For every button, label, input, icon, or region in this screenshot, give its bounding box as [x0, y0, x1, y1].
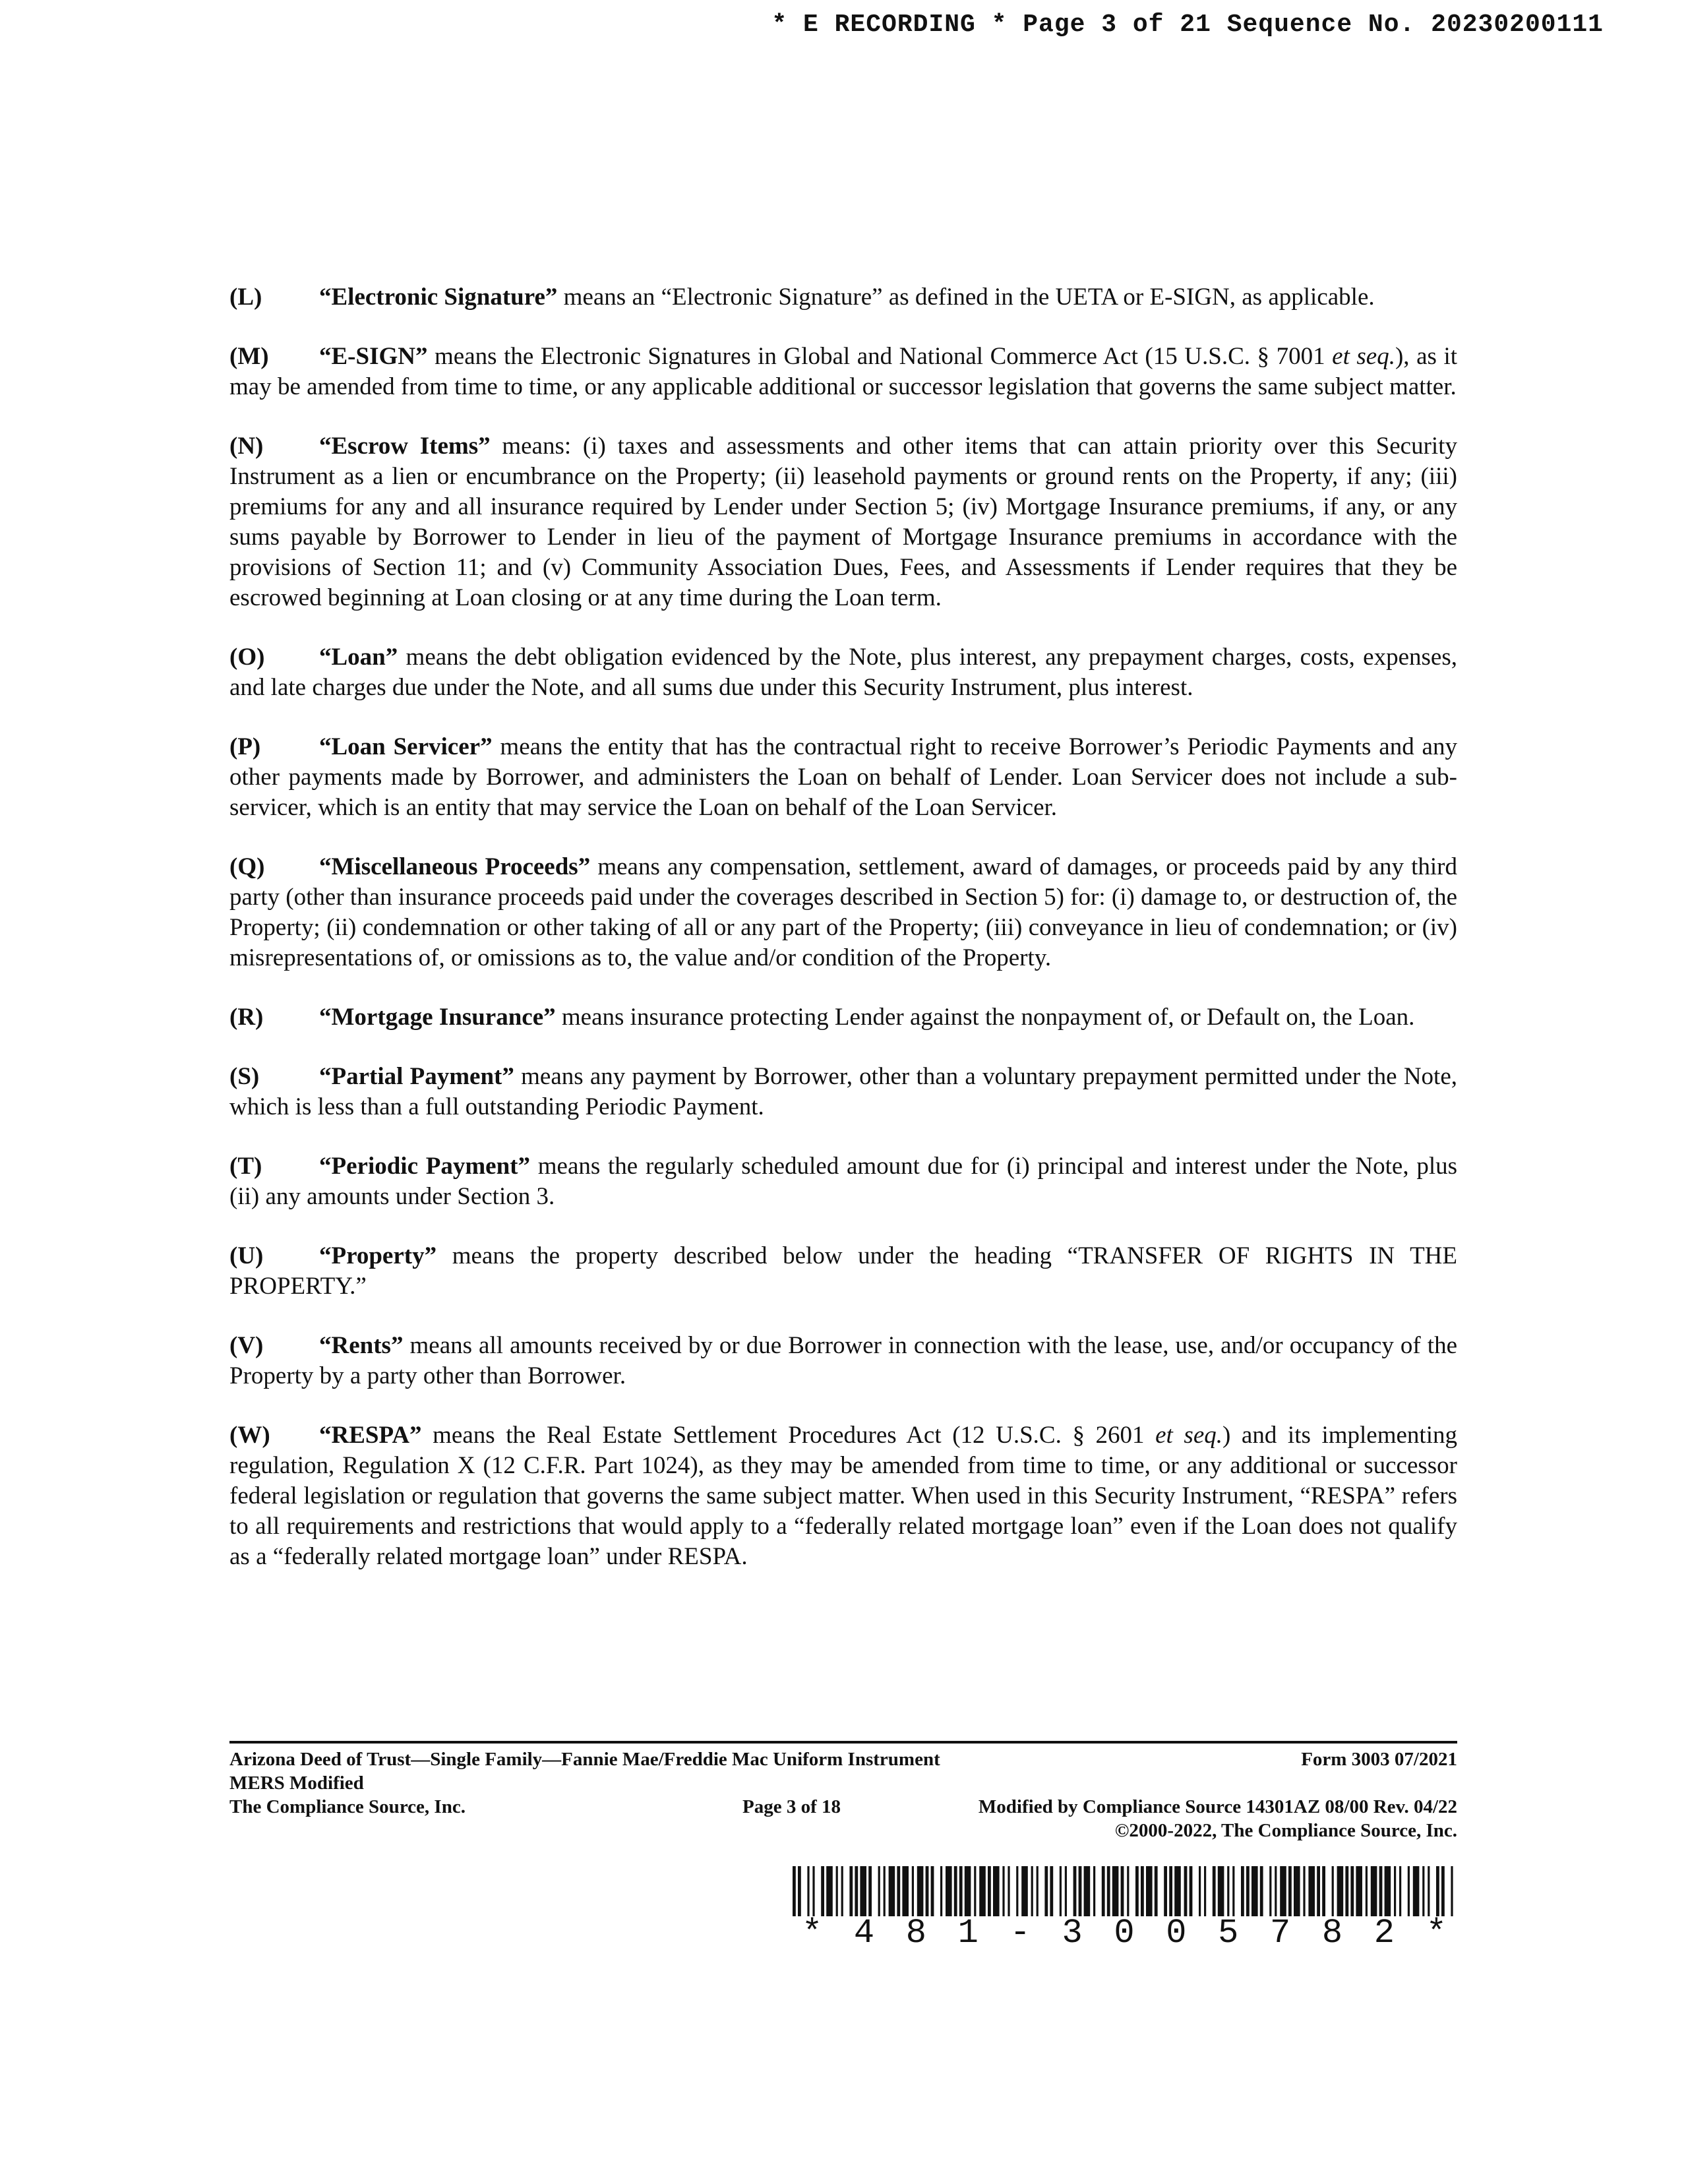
mers-label: MERS Modified: [229, 1773, 364, 1794]
barcode-bar: [1337, 1866, 1344, 1916]
definition-n: [229, 431, 1457, 613]
barcode-bar: [1317, 1866, 1320, 1916]
barcode-bar: [1079, 1866, 1082, 1916]
barcode-bar: [1008, 1866, 1010, 1916]
barcode-bar: [1294, 1866, 1300, 1916]
barcode-bar: [1190, 1866, 1193, 1916]
barcode-char: -: [1010, 1914, 1031, 1953]
barcode-bar: [1213, 1866, 1216, 1916]
barcode-bar: [1135, 1866, 1139, 1916]
definition-text: means any payment by Borrower, other than a voluntary prepayment permitted under the Note, which is less than a full outstanding Periodic Payment.: [229, 1063, 1458, 1120]
barcode-bar: [1146, 1866, 1153, 1916]
barcode-bar: [1164, 1866, 1167, 1916]
barcode-bar: [807, 1866, 809, 1916]
barcode-bar: [974, 1866, 976, 1916]
barcode-bar: [912, 1866, 914, 1916]
barcode-bar: [1060, 1866, 1062, 1916]
definition-term: “Escrow Items”: [319, 433, 491, 460]
barcode-bar: [1227, 1866, 1229, 1916]
definition-term: “Loan”: [319, 644, 398, 671]
barcode-bar: [979, 1866, 986, 1916]
barcode-bar: [1031, 1866, 1033, 1916]
barcode-bar: [1260, 1866, 1263, 1916]
barcode-bar: [1021, 1866, 1028, 1916]
barcode-bar: [884, 1866, 886, 1916]
barcode-char: *: [1426, 1914, 1447, 1953]
company-name: The Compliance Source, Inc.: [229, 1796, 466, 1817]
barcode-bar: [1199, 1866, 1201, 1916]
barcode-char: 7: [1270, 1914, 1291, 1953]
barcode-char: 3: [1062, 1914, 1083, 1953]
barcode-bar: [1280, 1866, 1286, 1916]
barcode-bar: [1345, 1866, 1348, 1916]
definitions-list: [229, 282, 1457, 1601]
barcode-bar: [1288, 1866, 1292, 1916]
barcode-bar: [849, 1866, 853, 1916]
barcode-bar: [1241, 1866, 1244, 1916]
barcode-bar: [1002, 1866, 1004, 1916]
definition-text: means the entity that has the contractual right to receive Borrower’s Periodic Payments and any other payments made by Borrower, and administers the Loan on behalf of Lender. Loan Servicer does not include a sub-servicer, which is an entity that may service the Loan on behalf of the Loan Servicer.: [229, 733, 1457, 821]
barcode-bar: [1436, 1866, 1439, 1916]
definition-term: “E-SIGN”: [319, 343, 428, 370]
barcode-text: [793, 1915, 1456, 1952]
form-number: Form 3003 07/2021: [1301, 1749, 1457, 1770]
barcode-bar: [1422, 1866, 1424, 1916]
definition-term: “RESPA”: [319, 1422, 422, 1449]
definition-q: [229, 852, 1457, 973]
definition-u: [229, 1241, 1457, 1302]
definition-text: means the regularly scheduled amount due for (i) principal and interest under the Note, plus (ii) any amounts under Section 3.: [229, 1153, 1457, 1210]
definition-text: means any compensation, settlement, award of damages, or proceeds paid by any third party (other than insurance proceeds paid under the coverages described in Section 5) for: (i) damage to, or destruction of, the Property; (ii) condemnation or other taking of all or any part of the Property; (iii) conveyance in lieu of condemnation; or (iv) misrepresentations of, or omissions as to, the value and/or condition of the Property.: [229, 853, 1457, 971]
barcode-bar: [959, 1866, 963, 1916]
definition-r: [229, 1002, 1457, 1033]
barcode-bar: [946, 1866, 952, 1916]
barcode-char: 8: [905, 1914, 926, 1953]
barcode-bar: [1350, 1866, 1354, 1916]
barcode-bar: [841, 1866, 843, 1916]
definition-italic: et seq.: [1332, 343, 1395, 370]
definition-term: “Rents”: [319, 1332, 404, 1359]
barcode-char: 5: [1218, 1914, 1239, 1953]
barcode-bar: [1037, 1866, 1039, 1916]
barcode-char: 0: [1166, 1914, 1187, 1953]
definition-letter: (S): [229, 1063, 260, 1090]
barcode-bar: [926, 1866, 929, 1916]
definition-text: means the Real Estate Settlement Procedures Act (12 U.S.C. § 2601: [421, 1422, 1156, 1449]
definition-p: [229, 732, 1457, 823]
barcode-bar: [793, 1866, 796, 1916]
copyright-note: ©2000-2022, The Compliance Source, Inc.: [1114, 1820, 1457, 1841]
page-footer: [229, 1747, 1457, 1842]
barcode-bar: [1016, 1866, 1018, 1916]
barcode-bar: [940, 1866, 942, 1916]
definition-term: “Miscellaneous Proceeds”: [319, 853, 591, 880]
definition-t: [229, 1151, 1457, 1212]
barcode-bar: [1308, 1866, 1315, 1916]
barcode-bar: [1102, 1866, 1105, 1916]
barcode-char: 1: [957, 1914, 979, 1953]
definition-letter: (L): [229, 284, 262, 311]
definition-letter: (T): [229, 1153, 262, 1180]
form-title: Arizona Deed of Trust—Single Family—Fannie Mae/Freddie Mac Uniform Instrument: [229, 1749, 940, 1770]
definition-letter: (U): [229, 1242, 264, 1269]
barcode-bar: [1428, 1866, 1430, 1916]
page-number: Page 3 of 18: [742, 1796, 841, 1817]
barcode-bar: [1169, 1866, 1172, 1916]
footer-divider: [229, 1741, 1457, 1744]
barcode-bar: [1112, 1866, 1119, 1916]
barcode-bar: [821, 1866, 824, 1916]
definition-letter: (P): [229, 733, 261, 760]
barcode-bar: [868, 1866, 872, 1916]
definition-letter: (O): [229, 644, 265, 671]
definition-term: “Electronic Signature”: [319, 284, 558, 311]
definition-text: means the debt obligation evidenced by the Note, plus interest, any prepayment charges, costs, expenses, and late charges due under the Note, and all sums due under this Security Instrument, plus interest.: [229, 644, 1457, 701]
barcode-bar: [1275, 1866, 1277, 1916]
barcode-bar: [1394, 1866, 1396, 1916]
barcode-char: 0: [1114, 1914, 1135, 1953]
definition-text: means the property described below under the heading “TRANSFER OF RIGHTS IN THE PROPERTY.”: [229, 1242, 1457, 1300]
barcode-bar: [1441, 1866, 1445, 1916]
definition-letter: (N): [229, 433, 264, 460]
barcode-bar: [1399, 1866, 1401, 1916]
barcode-bar: [878, 1866, 880, 1916]
barcode-bar: [1044, 1866, 1048, 1916]
barcode-bar: [1084, 1866, 1091, 1916]
barcode-bar: [1155, 1866, 1158, 1916]
barcode-bar: [1121, 1866, 1124, 1916]
barcode-bar: [1322, 1866, 1325, 1916]
recording-header: * E RECORDING * Page 3 of 21 Sequence No. 20230200111: [771, 11, 1604, 39]
definition-letter: (Q): [229, 853, 265, 880]
definition-text: means the Electronic Signatures in Global and National Commerce Act (15 U.S.C. § 7001: [427, 343, 1333, 370]
definition-letter: (W): [229, 1422, 270, 1449]
definition-letter: (V): [229, 1332, 264, 1359]
definition-l: [229, 282, 1457, 313]
definition-text: means an “Electronic Signature” as defined in the UETA or E-SIGN, as applicable.: [557, 284, 1375, 311]
definition-text: means all amounts received by or due Borrower in connection with the lease, use, and/or occupancy of the Property by a party other than Borrower.: [229, 1332, 1457, 1389]
barcode-bar: [1356, 1866, 1362, 1916]
modified-note: Modified by Compliance Source 14301AZ 08/00 Rev. 04/22: [978, 1796, 1457, 1817]
barcode-bar: [931, 1866, 934, 1916]
definition-o: [229, 642, 1457, 703]
barcode-bar: [812, 1866, 814, 1916]
definition-v: [229, 1331, 1457, 1391]
barcode-bar: [1408, 1866, 1410, 1916]
barcode-bar: [1332, 1866, 1334, 1916]
definition-letter: (M): [229, 343, 269, 370]
barcode-bar: [1366, 1866, 1368, 1916]
barcode-bar: [1371, 1866, 1377, 1916]
barcode-bar: [988, 1866, 991, 1916]
definition-m: [229, 342, 1457, 402]
barcode-char: 8: [1321, 1914, 1343, 1953]
definition-w: [229, 1420, 1457, 1572]
barcode-bar: [1269, 1866, 1271, 1916]
definition-term: “Property”: [319, 1242, 437, 1269]
barcode-bar: [1246, 1866, 1250, 1916]
barcode-bar: [954, 1866, 957, 1916]
definition-term: “Loan Servicer”: [319, 733, 493, 760]
barcode-char: *: [802, 1914, 823, 1953]
barcode-bar: [1204, 1866, 1206, 1916]
barcode-bar: [897, 1866, 900, 1916]
barcode-bar: [798, 1866, 801, 1916]
definition-text: ), as it may be amended from time to time, or any applicable additional or successor legislation that governs the same subject matter.: [229, 343, 1458, 400]
definition-term: “Periodic Payment”: [319, 1153, 530, 1180]
barcode-bar: [1127, 1866, 1129, 1916]
definition-italic: et seq.: [1155, 1422, 1222, 1449]
barcode-bar: [1379, 1866, 1383, 1916]
barcode-bar: [889, 1866, 895, 1916]
barcode-bar: [1050, 1866, 1053, 1916]
barcode-bar: [1073, 1866, 1077, 1916]
barcode-bar: [1174, 1866, 1181, 1916]
barcode-bar: [1218, 1866, 1224, 1916]
barcode-bar: [965, 1866, 971, 1916]
barcode-char: 4: [853, 1914, 875, 1953]
barcode-bar: [1184, 1866, 1188, 1916]
barcode-bar: [836, 1866, 838, 1916]
barcode-char: 2: [1373, 1914, 1395, 1953]
barcode-bar: [860, 1866, 866, 1916]
barcode-bar: [1141, 1866, 1144, 1916]
definition-text: means insurance protecting Lender against the nonpayment of, or Default on, the Loan.: [555, 1004, 1415, 1031]
barcode-bar: [993, 1866, 1000, 1916]
definition-term: “Partial Payment”: [319, 1063, 514, 1090]
definition-letter: (R): [229, 1004, 264, 1031]
barcode-bar: [1303, 1866, 1305, 1916]
barcode-bar: [1413, 1866, 1420, 1916]
definition-text: ) and its implementing regulation, Regulation X (12 C.F.R. Part 1024), as they may be amended from time to time, or any additional or successor federal legislation or regulation that governs the same subject matter. When used in this Security Instrument, “RESPA” refers to all requirements and restrictions that would apply to a “federally related mortgage loan” even if the Loan does not qualify as a “federally related mortgage loan” under RESPA.: [229, 1422, 1457, 1570]
barcode-bar: [855, 1866, 858, 1916]
definition-term: “Mortgage Insurance”: [319, 1004, 556, 1031]
barcode-bar: [1251, 1866, 1258, 1916]
barcode-bar: [1093, 1866, 1095, 1916]
barcode-bar: [1385, 1866, 1391, 1916]
definition-s: [229, 1062, 1457, 1122]
barcode-bar: [1107, 1866, 1110, 1916]
barcode-bar: [917, 1866, 924, 1916]
definition-text: means: (i) taxes and assessments and other items that can attain priority over this Security Instrument as a lien or encumbrance on the Property; (ii) leasehold payments or ground rents on the Property, if any; (iii) premiums for any and all insurance required by Lender under Section 5; (iv) Mortgage Insurance premiums, if any, or any sums payable by Borrower to Lender in lieu of the payment of Mortgage Insurance premiums in accordance with the provisions of Section 11; and (v) Community Association Dues, Fees, and Assessments if Lender requires that they be escrowed beginning at Loan closing or at any time during the Loan term.: [229, 433, 1457, 611]
barcode-bar: [826, 1866, 833, 1916]
barcode-bar: [1232, 1866, 1234, 1916]
barcode-bar: [902, 1866, 909, 1916]
barcode-bar: [1451, 1866, 1453, 1916]
barcode-bar: [1065, 1866, 1067, 1916]
barcode: [793, 1866, 1456, 1916]
